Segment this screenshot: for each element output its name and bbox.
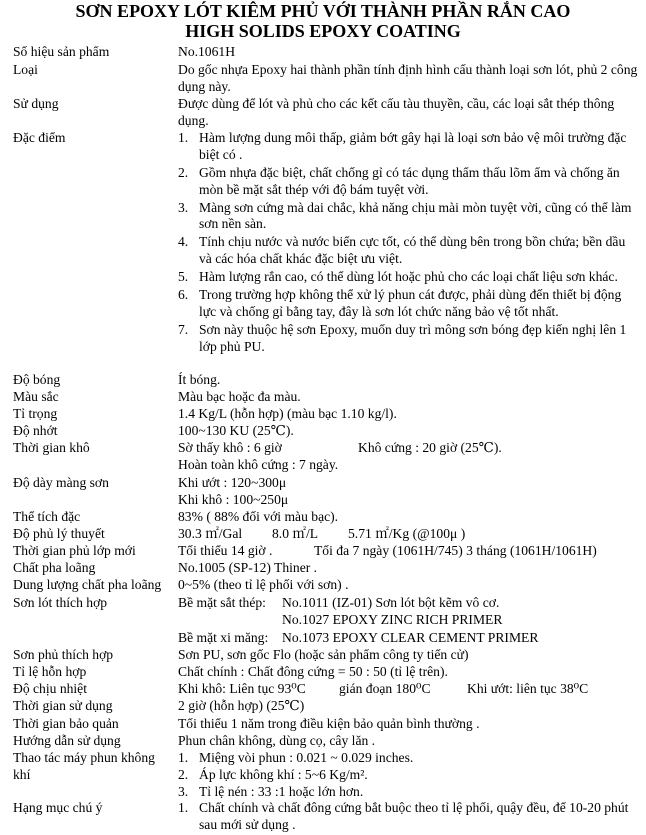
coverage-per-gal: 30.3 ㎡/Gal [178, 526, 243, 541]
drying-touch-value: Sờ thấy khô : 6 giờ [178, 440, 282, 455]
list-item [178, 750, 638, 767]
pot-life-label: Thời gian sử dụng [13, 698, 113, 713]
solids-label: Thể tích đặc [13, 509, 81, 524]
product-number-label: Số hiệu sản phẩm [13, 44, 110, 59]
list-text: Miệng vòi phun : 0.021 ~ 0.029 inches. [199, 750, 414, 765]
list-text: Trong trường hợp không thể xử lý phun cát được, phải dùng đến thiết bị động lực và chống gỉ bằng tay, đây là sơn lót chức năng bảo vệ tốt nhất. [199, 287, 622, 319]
list-text: Hàm lượng rắn cao, có thể dùng lót hoặc phủ cho các loại chất liệu sơn khác. [199, 269, 618, 285]
document-title-english: HIGH SOLIDS EPOXY COATING [185, 21, 461, 41]
drying-hard-value: Khô cứng : 20 giờ (25℃). [358, 440, 502, 455]
recoat-min-value: Tối thiểu 14 giờ . [178, 543, 273, 558]
coverage-per-liter: 8.0 ㎡/L [272, 526, 319, 541]
steel-surface-label: Bề mặt sắt thép: [178, 595, 266, 610]
list-item [178, 165, 638, 199]
heat-dry-intermittent: gián đoạn 180⁰C [339, 681, 431, 696]
usage-label: Sử dụng [13, 96, 59, 111]
suitable-primer-label: Sơn lót thích hợp [13, 595, 108, 610]
list-number: 5. [178, 269, 189, 285]
gloss-label: Độ bóng [13, 372, 61, 387]
mix-ratio-label: Tỉ lệ hỗn hợp [13, 664, 87, 679]
suitable-topcoat-label: Sơn phủ thích hợp [13, 647, 114, 662]
list-number: 1. [178, 750, 189, 765]
coverage-per-kg: 5.71 ㎡/Kg (@100μ ) [348, 526, 466, 541]
thinner-value: No.1005 (SP-12) Thiner . [178, 560, 318, 575]
thinner-label: Chất pha loãng [13, 560, 96, 575]
list-number: 2. [178, 766, 189, 782]
mix-ratio-value: Chất chính : Chất đông cứng = 50 : 50 (tỉ lệ trên). [178, 664, 448, 679]
list-text: Chất chính và chất đông cứng bắt buộc theo tỉ lệ phối, quậy đều, để 10-20 phút sau mới sử dụng . [199, 800, 629, 832]
list-item [178, 287, 638, 321]
heat-wet-continuous: Khi ướt: liên tục 38⁰C [467, 681, 589, 696]
drying-full-value: Hoàn toàn khô cứng : 7 ngày. [178, 457, 339, 472]
coverage-label: Độ phủ lý thuyết [13, 526, 105, 541]
film-wet-value: Khi ướt : 120~300μ [178, 475, 287, 490]
suitable-topcoat-value: Sơn PU, sơn gốc Flo (hoặc sản phẩm công ty tiến cử) [178, 647, 469, 662]
storage-value: Tối thiểu 1 năm trong điều kiện bảo quản bình thường . [178, 716, 480, 731]
list-item [178, 200, 638, 234]
list-number: 2. [178, 164, 189, 180]
application-label: Hướng dẫn sử dụng [13, 733, 121, 748]
steel-primer-1: No.1011 (IZ-01) Sơn lót bột kẽm vô cơ. [282, 595, 500, 610]
list-number: 1. [178, 130, 189, 145]
drying-time-label: Thời gian khô [13, 440, 90, 455]
list-text: Tỉ lệ nén : 33 :1 hoặc lớn hơn. [199, 783, 364, 799]
list-number: 1. [178, 800, 189, 815]
film-thickness-label: Độ dày màng sơn [13, 475, 109, 490]
list-item [178, 234, 638, 268]
thinner-amount-label: Dung lượng chất pha loãng [13, 577, 162, 592]
thinner-amount-value: 0~5% (theo tỉ lệ phối với sơn) . [178, 577, 349, 592]
list-item [178, 322, 638, 356]
type-label: Loại [13, 62, 38, 77]
heat-dry-continuous: Khi khô: Liên tục 93⁰C [178, 681, 306, 696]
product-number-value: No.1061H [178, 44, 236, 59]
airless-spray-label: Thao tác máy phun không khí [13, 750, 155, 782]
cement-primer-1: No.1073 EPOXY CLEAR CEMENT PRIMER [282, 630, 539, 645]
gloss-value: Ít bóng. [178, 372, 221, 387]
document-title-vietnamese: SƠN EPOXY LÓT KIÊM PHỦ VỚI THÀNH PHẦN RẮN CAO [75, 1, 571, 21]
recoat-label: Thời gian phủ lớp mới [13, 543, 136, 558]
list-item [178, 800, 638, 834]
notes-label: Hạng mục chú ý [13, 800, 103, 815]
list-text: Hàm lượng dung môi thấp, giảm bớt gây hại là loại sơn bảo vệ môi trường đặc biệt có . [199, 130, 627, 162]
heat-resistance-label: Độ chịu nhiệt [13, 681, 87, 696]
pot-life-value: 2 giờ (hỗn hợp) (25℃) [178, 698, 305, 713]
solids-value: 83% ( 88% đối với màu bạc). [178, 509, 339, 524]
list-item [178, 784, 638, 801]
storage-label: Thời gian bảo quản [13, 716, 119, 731]
notes-list [178, 800, 638, 835]
list-item [178, 269, 638, 286]
viscosity-value: 100~130 KU (25℃). [178, 423, 294, 438]
features-label: Đặc điểm [13, 130, 66, 145]
recoat-max-value: Tối đa 7 ngày (1061H/745) 3 tháng (1061H/1061H) [314, 543, 597, 558]
usage-value: Được dùng để lót và phủ cho các kết cấu tàu thuyền, cầu, các loại sắt thép thông dụng. [178, 96, 615, 128]
list-number: 3. [178, 783, 189, 799]
airless-spray-list [178, 750, 638, 800]
density-label: Tỉ trọng [13, 406, 58, 421]
viscosity-label: Độ nhớt [13, 423, 58, 438]
list-text: Gồm nhựa đặc biệt, chất chống gỉ có tác dụng thẩm thấu lõm ẩm và chống ăn mòn bề mặt sắt thép với độ bám tuyệt vời. [199, 164, 620, 197]
list-number: 6. [178, 287, 189, 303]
features-list [178, 130, 638, 357]
list-text: Tính chịu nước và nước biển cực tốt, có thể dùng bên trong bồn chứa; bền dầu và các hóa chất khác đặc biệt ưu việt. [199, 234, 626, 267]
color-value: Màu bạc hoặc đa màu. [178, 389, 301, 404]
application-value: Phun chân không, dùng cọ, cây lăn . [178, 733, 376, 748]
cement-surface-label: Bề mặt xi măng: [178, 630, 269, 645]
list-number: 4. [178, 234, 189, 250]
steel-primer-2: No.1027 EPOXY ZINC RICH PRIMER [282, 612, 503, 627]
color-label: Màu sắc [13, 389, 59, 404]
list-item [178, 130, 638, 164]
list-text: Áp lực không khí : 5~6 Kg/m². [199, 766, 368, 782]
list-item [178, 767, 638, 784]
list-number: 3. [178, 199, 189, 215]
type-value: Do gốc nhựa Epoxy hai thành phần tính định hình cấu thành loại sơn lót, phủ 2 công dụng này. [178, 62, 638, 94]
list-text: Sơn này thuộc hệ sơn Epoxy, muốn duy trì mông sơn bóng đẹp kiến nghị lên 1 lớp phủ PU. [199, 321, 627, 354]
list-number: 7. [178, 321, 189, 337]
density-value: 1.4 Kg/L (hỗn hợp) (màu bạc 1.10 kg/l). [178, 406, 397, 421]
list-text: Màng sơn cứng mà dai chắc, khả năng chịu mài mòn tuyệt vời, cũng có thể làm sơn nền sàn. [199, 199, 632, 232]
film-dry-value: Khi khô : 100~250μ [178, 492, 289, 507]
